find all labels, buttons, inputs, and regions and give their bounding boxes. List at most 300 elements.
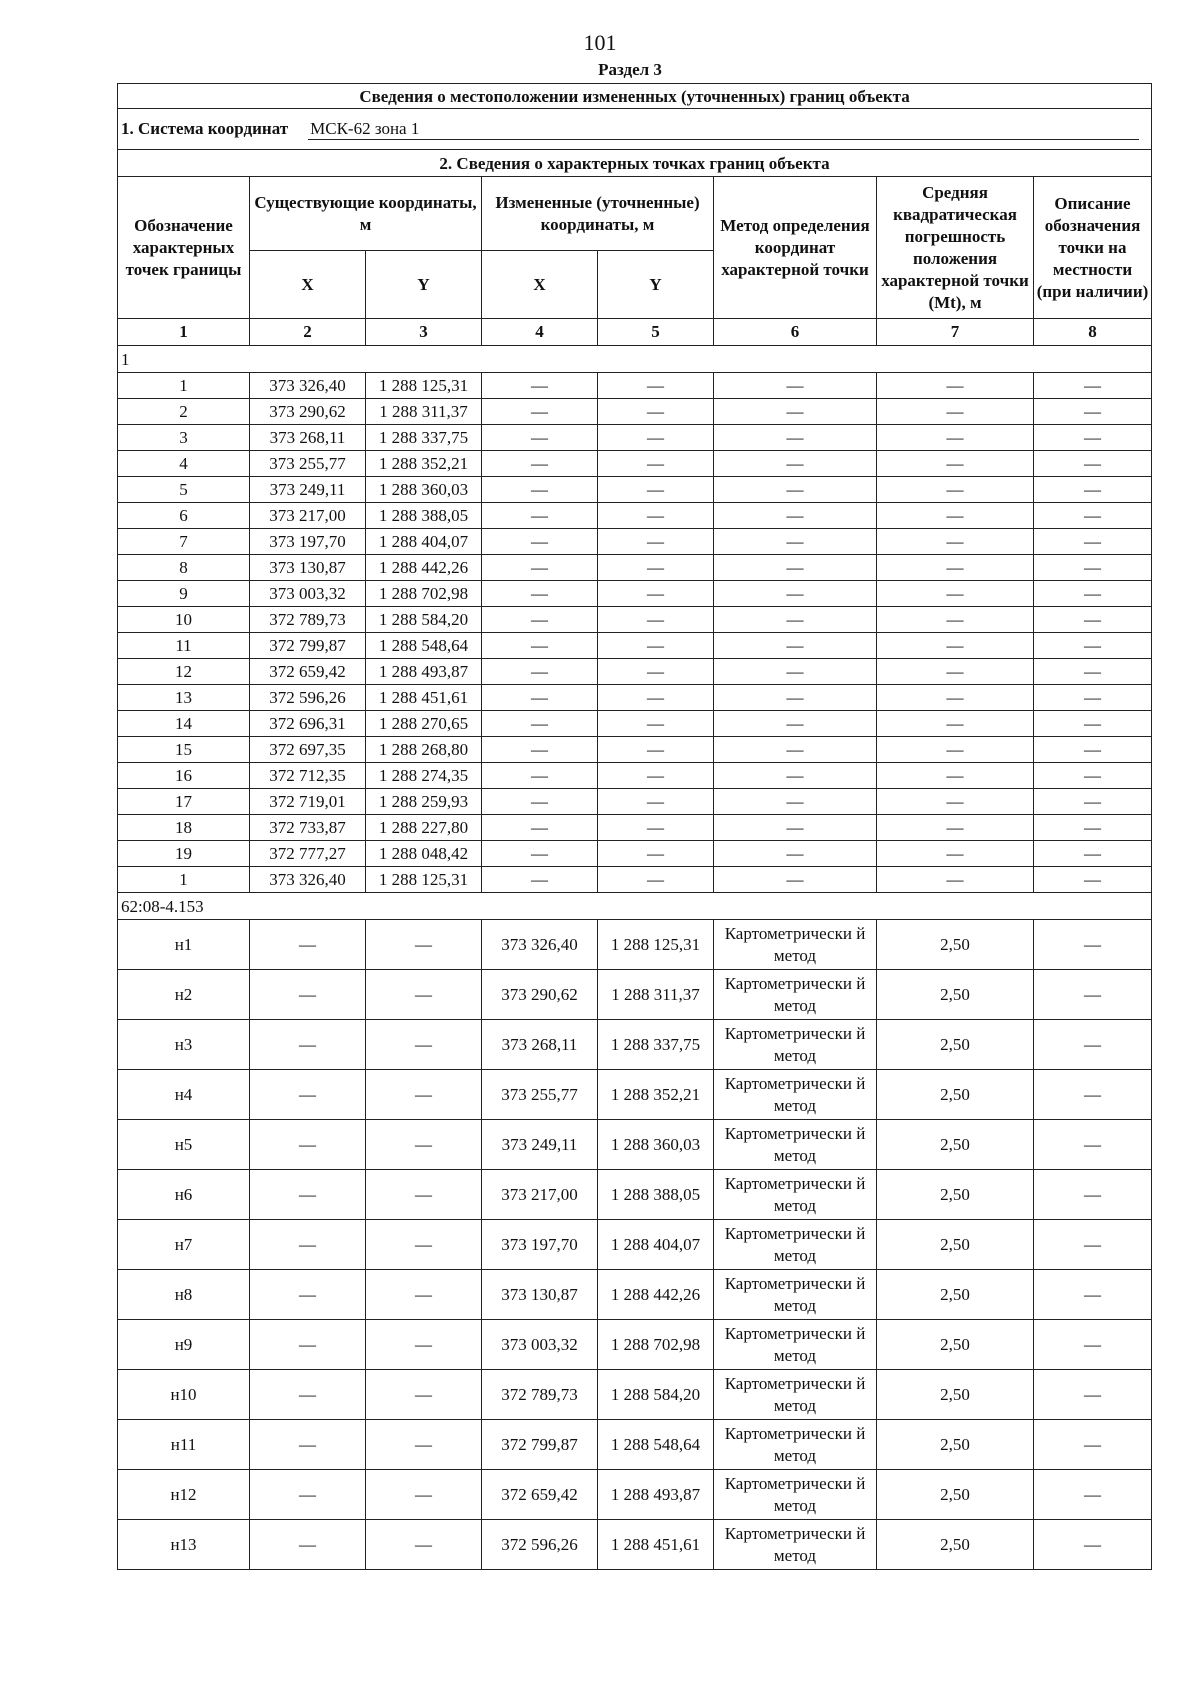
table-cell: — bbox=[714, 867, 877, 893]
group-label-2: 62:08-4.153 bbox=[118, 893, 1152, 920]
table-cell: — bbox=[714, 633, 877, 659]
table-cell: 10 bbox=[118, 607, 250, 633]
table-cell: — bbox=[598, 607, 714, 633]
table-cell: 14 bbox=[118, 711, 250, 737]
table-cell: — bbox=[877, 607, 1034, 633]
table-cell: 9 bbox=[118, 581, 250, 607]
table-cell: — bbox=[714, 477, 877, 503]
table-cell: — bbox=[250, 1520, 366, 1570]
table-cell: — bbox=[1034, 1520, 1152, 1570]
table-cell: 372 799,87 bbox=[482, 1420, 598, 1470]
table-cell: 373 249,11 bbox=[482, 1120, 598, 1170]
table-cell: — bbox=[482, 581, 598, 607]
table-cell: 1 288 388,05 bbox=[366, 503, 482, 529]
table-cell: 1 288 311,37 bbox=[366, 399, 482, 425]
table-cell: — bbox=[714, 607, 877, 633]
table-cell: Картометрически й метод bbox=[714, 1020, 877, 1070]
table-cell: 2,50 bbox=[877, 1220, 1034, 1270]
table-row bbox=[118, 1320, 1152, 1370]
table-cell: 2,50 bbox=[877, 1370, 1034, 1420]
table-cell: — bbox=[877, 711, 1034, 737]
table-row bbox=[118, 1420, 1152, 1470]
table-row bbox=[118, 581, 1152, 607]
table-cell: 1 288 584,20 bbox=[366, 607, 482, 633]
table-cell: — bbox=[877, 763, 1034, 789]
table-cell: н6 bbox=[118, 1170, 250, 1220]
table-cell: — bbox=[877, 425, 1034, 451]
table-row bbox=[118, 737, 1152, 763]
table-cell: 11 bbox=[118, 633, 250, 659]
table-cell: — bbox=[877, 659, 1034, 685]
table-cell: 373 197,70 bbox=[482, 1220, 598, 1270]
header-method: Метод определения координат характерной точки bbox=[714, 177, 877, 319]
table-cell: 1 288 548,64 bbox=[366, 633, 482, 659]
table-row bbox=[118, 373, 1152, 399]
table-cell: — bbox=[1034, 399, 1152, 425]
table-cell: — bbox=[877, 555, 1034, 581]
table-row bbox=[118, 659, 1152, 685]
table-cell: — bbox=[1034, 555, 1152, 581]
table-cell: 1 288 360,03 bbox=[366, 477, 482, 503]
table-cell: — bbox=[482, 399, 598, 425]
table-cell: — bbox=[1034, 1370, 1152, 1420]
table-cell: — bbox=[714, 529, 877, 555]
table-cell: — bbox=[714, 815, 877, 841]
table-cell: — bbox=[1034, 789, 1152, 815]
table-cell: — bbox=[714, 659, 877, 685]
table-cell: 2,50 bbox=[877, 1470, 1034, 1520]
table-cell: 2,50 bbox=[877, 970, 1034, 1020]
table-cell: Картометрически й метод bbox=[714, 1120, 877, 1170]
table-cell: 2,50 bbox=[877, 1320, 1034, 1370]
table-cell: Картометрически й метод bbox=[714, 1170, 877, 1220]
coord-system-value: МСК-62 зона 1 bbox=[308, 118, 1139, 140]
table-cell: 2,50 bbox=[877, 1520, 1034, 1570]
table-cell: 373 326,40 bbox=[482, 920, 598, 970]
col-number: 7 bbox=[877, 319, 1034, 346]
table-cell: 372 789,73 bbox=[482, 1370, 598, 1420]
table-cell: — bbox=[877, 503, 1034, 529]
table-cell: 372 777,27 bbox=[250, 841, 366, 867]
table-cell: — bbox=[1034, 815, 1152, 841]
table-cell: — bbox=[366, 1120, 482, 1170]
table-cell: — bbox=[482, 451, 598, 477]
table-cell: — bbox=[1034, 920, 1152, 970]
table-cell: Картометрически й метод bbox=[714, 1370, 877, 1420]
table-cell: — bbox=[714, 763, 877, 789]
header-description: Описание обозначения точки на местности (при наличии) bbox=[1034, 177, 1152, 319]
table-cell: — bbox=[598, 399, 714, 425]
table-cell: — bbox=[1034, 841, 1152, 867]
table-cell: — bbox=[250, 1020, 366, 1070]
header-existing-y: Y bbox=[366, 251, 482, 319]
table-cell: 13 bbox=[118, 685, 250, 711]
table-cell: н5 bbox=[118, 1120, 250, 1170]
table-cell: — bbox=[366, 920, 482, 970]
table-row bbox=[118, 1370, 1152, 1420]
table-cell: — bbox=[1034, 477, 1152, 503]
table-cell: — bbox=[598, 685, 714, 711]
table-cell: н2 bbox=[118, 970, 250, 1020]
table-cell: — bbox=[1034, 685, 1152, 711]
table-cell: Картометрически й метод bbox=[714, 1420, 877, 1470]
table-cell: — bbox=[482, 685, 598, 711]
table-cell: 1 288 548,64 bbox=[598, 1420, 714, 1470]
table-cell: 1 288 404,07 bbox=[598, 1220, 714, 1270]
table-cell: — bbox=[598, 503, 714, 529]
table-cell: 2,50 bbox=[877, 1020, 1034, 1070]
table-cell: — bbox=[482, 737, 598, 763]
table-cell: 18 bbox=[118, 815, 250, 841]
table-cell: — bbox=[714, 399, 877, 425]
table-cell: н11 bbox=[118, 1420, 250, 1470]
table-cell: 2,50 bbox=[877, 1070, 1034, 1120]
table-row bbox=[118, 399, 1152, 425]
table-cell: — bbox=[250, 920, 366, 970]
table-row bbox=[118, 1070, 1152, 1120]
table-cell: — bbox=[366, 1170, 482, 1220]
table-cell: — bbox=[598, 633, 714, 659]
table-cell: 373 290,62 bbox=[250, 399, 366, 425]
table-cell: 1 288 493,87 bbox=[366, 659, 482, 685]
table-cell: — bbox=[482, 633, 598, 659]
coord-system-row bbox=[118, 109, 1152, 150]
table-cell: 372 719,01 bbox=[250, 789, 366, 815]
table-cell: 373 268,11 bbox=[482, 1020, 598, 1070]
table-row bbox=[118, 607, 1152, 633]
table-row bbox=[118, 555, 1152, 581]
table-row bbox=[118, 529, 1152, 555]
table-cell: — bbox=[598, 425, 714, 451]
table-cell: 1 288 311,37 bbox=[598, 970, 714, 1020]
table-cell: — bbox=[250, 1270, 366, 1320]
table-cell: — bbox=[482, 659, 598, 685]
table-cell: н7 bbox=[118, 1220, 250, 1270]
table-cell: 12 bbox=[118, 659, 250, 685]
table-cell: — bbox=[1034, 1070, 1152, 1120]
points-title: 2. Сведения о характерных точках границ объекта bbox=[118, 150, 1152, 177]
table-cell: 1 288 227,80 bbox=[366, 815, 482, 841]
table-cell: н8 bbox=[118, 1270, 250, 1320]
table-cell: 372 659,42 bbox=[250, 659, 366, 685]
table-cell: — bbox=[1034, 763, 1152, 789]
table-cell: 372 789,73 bbox=[250, 607, 366, 633]
table-cell: 1 288 360,03 bbox=[598, 1120, 714, 1170]
table-cell: 373 130,87 bbox=[250, 555, 366, 581]
table-cell: — bbox=[598, 581, 714, 607]
header-designation: Обозначение характерных точек границы bbox=[118, 177, 250, 319]
table-cell: — bbox=[598, 737, 714, 763]
table-cell: — bbox=[366, 1220, 482, 1270]
table-cell: 1 288 404,07 bbox=[366, 529, 482, 555]
table-cell: — bbox=[1034, 633, 1152, 659]
table-cell: 373 326,40 bbox=[250, 373, 366, 399]
table-cell: 1 288 274,35 bbox=[366, 763, 482, 789]
table-cell: 6 bbox=[118, 503, 250, 529]
table-cell: — bbox=[714, 451, 877, 477]
table-cell: 373 255,77 bbox=[482, 1070, 598, 1120]
table-cell: — bbox=[877, 399, 1034, 425]
table-cell: — bbox=[366, 970, 482, 1020]
table-cell: — bbox=[877, 373, 1034, 399]
table-cell: — bbox=[598, 555, 714, 581]
table-cell: — bbox=[250, 1320, 366, 1370]
table-cell: — bbox=[250, 1420, 366, 1470]
table-cell: 373 217,00 bbox=[250, 503, 366, 529]
table-cell: — bbox=[598, 711, 714, 737]
header-error: Средняя квадратическая погрешность положения характерной точки (Mt), м bbox=[877, 177, 1034, 319]
table-cell: — bbox=[598, 815, 714, 841]
table-cell: 372 696,31 bbox=[250, 711, 366, 737]
table-cell: 373 217,00 bbox=[482, 1170, 598, 1220]
table-row bbox=[118, 451, 1152, 477]
column-numbers-row bbox=[118, 319, 1152, 346]
table-cell: — bbox=[877, 581, 1034, 607]
table-cell: 1 288 048,42 bbox=[366, 841, 482, 867]
table-cell: — bbox=[877, 633, 1034, 659]
table-cell: Картометрически й метод bbox=[714, 1270, 877, 1320]
table-cell: — bbox=[877, 477, 1034, 503]
table-cell: 4 bbox=[118, 451, 250, 477]
table-cell: 15 bbox=[118, 737, 250, 763]
table-cell: 372 733,87 bbox=[250, 815, 366, 841]
table-cell: — bbox=[877, 841, 1034, 867]
table-cell: — bbox=[598, 373, 714, 399]
table-cell: — bbox=[250, 1170, 366, 1220]
table-cell: — bbox=[877, 685, 1034, 711]
table-cell: 1 288 442,26 bbox=[598, 1270, 714, 1320]
table-cell: 2,50 bbox=[877, 920, 1034, 970]
table-cell: — bbox=[714, 737, 877, 763]
table-row bbox=[118, 1270, 1152, 1320]
table-cell: 372 697,35 bbox=[250, 737, 366, 763]
table-cell: — bbox=[598, 867, 714, 893]
table-cell: — bbox=[714, 503, 877, 529]
table-cell: — bbox=[250, 1370, 366, 1420]
header-changed-x: X bbox=[482, 251, 598, 319]
table-cell: — bbox=[877, 451, 1034, 477]
table-row bbox=[118, 867, 1152, 893]
table-cell: 16 bbox=[118, 763, 250, 789]
table-cell: 1 288 268,80 bbox=[366, 737, 482, 763]
col-number: 5 bbox=[598, 319, 714, 346]
table-cell: — bbox=[366, 1470, 482, 1520]
table-cell: — bbox=[1034, 1470, 1152, 1520]
table-cell: — bbox=[482, 841, 598, 867]
table-cell: 372 799,87 bbox=[250, 633, 366, 659]
table-row bbox=[118, 815, 1152, 841]
table-cell: 1 288 125,31 bbox=[366, 373, 482, 399]
table-row bbox=[118, 1220, 1152, 1270]
table-cell: 1 288 702,98 bbox=[598, 1320, 714, 1370]
table-cell: 1 288 388,05 bbox=[598, 1170, 714, 1220]
table-cell: 1 288 270,65 bbox=[366, 711, 482, 737]
table-cell: 372 712,35 bbox=[250, 763, 366, 789]
table-cell: 2,50 bbox=[877, 1270, 1034, 1320]
table-cell: — bbox=[366, 1020, 482, 1070]
table-row bbox=[118, 633, 1152, 659]
table-cell: — bbox=[714, 581, 877, 607]
table-row bbox=[118, 763, 1152, 789]
table-cell: — bbox=[1034, 711, 1152, 737]
table-row bbox=[118, 503, 1152, 529]
table-cell: — bbox=[1034, 1120, 1152, 1170]
table-cell: — bbox=[877, 867, 1034, 893]
col-number: 4 bbox=[482, 319, 598, 346]
table-cell: — bbox=[714, 373, 877, 399]
table-cell: 372 596,26 bbox=[250, 685, 366, 711]
table-cell: 373 290,62 bbox=[482, 970, 598, 1020]
table-row bbox=[118, 477, 1152, 503]
table-cell: — bbox=[1034, 373, 1152, 399]
table-cell: — bbox=[366, 1520, 482, 1570]
table-cell: 1 288 702,98 bbox=[366, 581, 482, 607]
table-cell: — bbox=[1034, 1170, 1152, 1220]
header-changed-y: Y bbox=[598, 251, 714, 319]
col-number: 3 bbox=[366, 319, 482, 346]
table-cell: — bbox=[1034, 1320, 1152, 1370]
table-cell: 1 288 125,31 bbox=[598, 920, 714, 970]
table-row bbox=[118, 841, 1152, 867]
header-existing: Существующие координаты, м bbox=[250, 177, 482, 251]
table-cell: 1 288 584,20 bbox=[598, 1370, 714, 1420]
table-row bbox=[118, 711, 1152, 737]
table-cell: 8 bbox=[118, 555, 250, 581]
table-row bbox=[118, 920, 1152, 970]
table-cell: — bbox=[598, 763, 714, 789]
table-cell: — bbox=[1034, 1270, 1152, 1320]
table-cell: — bbox=[482, 711, 598, 737]
col-number: 6 bbox=[714, 319, 877, 346]
table-cell: — bbox=[482, 425, 598, 451]
table-cell: 1 288 493,87 bbox=[598, 1470, 714, 1520]
table-cell: — bbox=[366, 1070, 482, 1120]
table-row bbox=[118, 425, 1152, 451]
table-cell: — bbox=[877, 737, 1034, 763]
table-cell: — bbox=[598, 529, 714, 555]
coord-system-label: 1. Система координат bbox=[121, 119, 289, 138]
table-cell: — bbox=[482, 763, 598, 789]
table-cell: — bbox=[482, 867, 598, 893]
table-cell: — bbox=[877, 789, 1034, 815]
table-cell: — bbox=[482, 815, 598, 841]
table-cell: 372 659,42 bbox=[482, 1470, 598, 1520]
table-cell: — bbox=[714, 711, 877, 737]
table-cell: — bbox=[1034, 737, 1152, 763]
table-cell: Картометрически й метод bbox=[714, 920, 877, 970]
table-row bbox=[118, 1520, 1152, 1570]
table-cell: Картометрически й метод bbox=[714, 1070, 877, 1120]
group-label-1: 1 bbox=[118, 346, 1152, 373]
table-cell: 1 288 442,26 bbox=[366, 555, 482, 581]
table-cell: 373 003,32 bbox=[250, 581, 366, 607]
table-cell: — bbox=[250, 1120, 366, 1170]
table-cell: — bbox=[482, 555, 598, 581]
table-cell: — bbox=[366, 1320, 482, 1370]
table-cell: 2,50 bbox=[877, 1420, 1034, 1470]
table-cell: — bbox=[598, 659, 714, 685]
table-cell: н1 bbox=[118, 920, 250, 970]
table-cell: 3 bbox=[118, 425, 250, 451]
table-cell: — bbox=[1034, 607, 1152, 633]
table-cell: — bbox=[366, 1270, 482, 1320]
table-cell: н10 bbox=[118, 1370, 250, 1420]
boundary-table bbox=[117, 83, 1152, 1570]
table-cell: 1 288 451,61 bbox=[598, 1520, 714, 1570]
table-cell: 372 596,26 bbox=[482, 1520, 598, 1570]
table-cell: 7 bbox=[118, 529, 250, 555]
table-title: Сведения о местоположении измененных (уточненных) границ объекта bbox=[118, 84, 1152, 109]
header-existing-x: X bbox=[250, 251, 366, 319]
table-cell: — bbox=[1034, 581, 1152, 607]
table-cell: 373 130,87 bbox=[482, 1270, 598, 1320]
table-row bbox=[118, 1120, 1152, 1170]
table-cell: — bbox=[250, 1220, 366, 1270]
table-cell: 19 bbox=[118, 841, 250, 867]
table-cell: — bbox=[598, 451, 714, 477]
table-cell: — bbox=[1034, 451, 1152, 477]
table-cell: н12 bbox=[118, 1470, 250, 1520]
table-cell: 1 288 259,93 bbox=[366, 789, 482, 815]
table-cell: н3 bbox=[118, 1020, 250, 1070]
table-cell: — bbox=[877, 815, 1034, 841]
table-cell: — bbox=[1034, 425, 1152, 451]
table-cell: — bbox=[1034, 867, 1152, 893]
table-cell: 2,50 bbox=[877, 1120, 1034, 1170]
table-row bbox=[118, 1020, 1152, 1070]
table-cell: — bbox=[1034, 1220, 1152, 1270]
col-number: 2 bbox=[250, 319, 366, 346]
table-cell: Картометрически й метод bbox=[714, 1520, 877, 1570]
table-cell: — bbox=[714, 789, 877, 815]
table-cell: — bbox=[482, 477, 598, 503]
table-row bbox=[118, 1170, 1152, 1220]
table-cell: — bbox=[1034, 529, 1152, 555]
table-cell: Картометрически й метод bbox=[714, 970, 877, 1020]
table-cell: 2,50 bbox=[877, 1170, 1034, 1220]
page-number: 101 bbox=[583, 30, 617, 55]
table-cell: 1 288 337,75 bbox=[598, 1020, 714, 1070]
table-cell: — bbox=[714, 555, 877, 581]
table-cell: 373 197,70 bbox=[250, 529, 366, 555]
table-cell: 5 bbox=[118, 477, 250, 503]
section-title: Раздел 3 bbox=[598, 60, 662, 79]
table-cell: Картометрически й метод bbox=[714, 1220, 877, 1270]
table-cell: — bbox=[1034, 1020, 1152, 1070]
table-cell: — bbox=[598, 477, 714, 503]
table-cell: — bbox=[1034, 1420, 1152, 1470]
col-number: 1 bbox=[118, 319, 250, 346]
table-row bbox=[118, 685, 1152, 711]
table-cell: — bbox=[598, 789, 714, 815]
table-cell: 1 288 337,75 bbox=[366, 425, 482, 451]
header-changed: Измененные (уточненные) координаты, м bbox=[482, 177, 714, 251]
table-cell: Картометрически й метод bbox=[714, 1320, 877, 1370]
table-cell: 1 288 451,61 bbox=[366, 685, 482, 711]
table-cell: н13 bbox=[118, 1520, 250, 1570]
table-cell: 373 326,40 bbox=[250, 867, 366, 893]
table-cell: н9 bbox=[118, 1320, 250, 1370]
table-cell: 1 288 352,21 bbox=[598, 1070, 714, 1120]
table-cell: — bbox=[1034, 970, 1152, 1020]
table-cell: 1 bbox=[118, 373, 250, 399]
table-cell: — bbox=[250, 1470, 366, 1520]
table-cell: — bbox=[250, 1070, 366, 1120]
table-cell: — bbox=[482, 503, 598, 529]
table-cell: н4 bbox=[118, 1070, 250, 1120]
col-number: 8 bbox=[1034, 319, 1152, 346]
table-cell: 373 255,77 bbox=[250, 451, 366, 477]
